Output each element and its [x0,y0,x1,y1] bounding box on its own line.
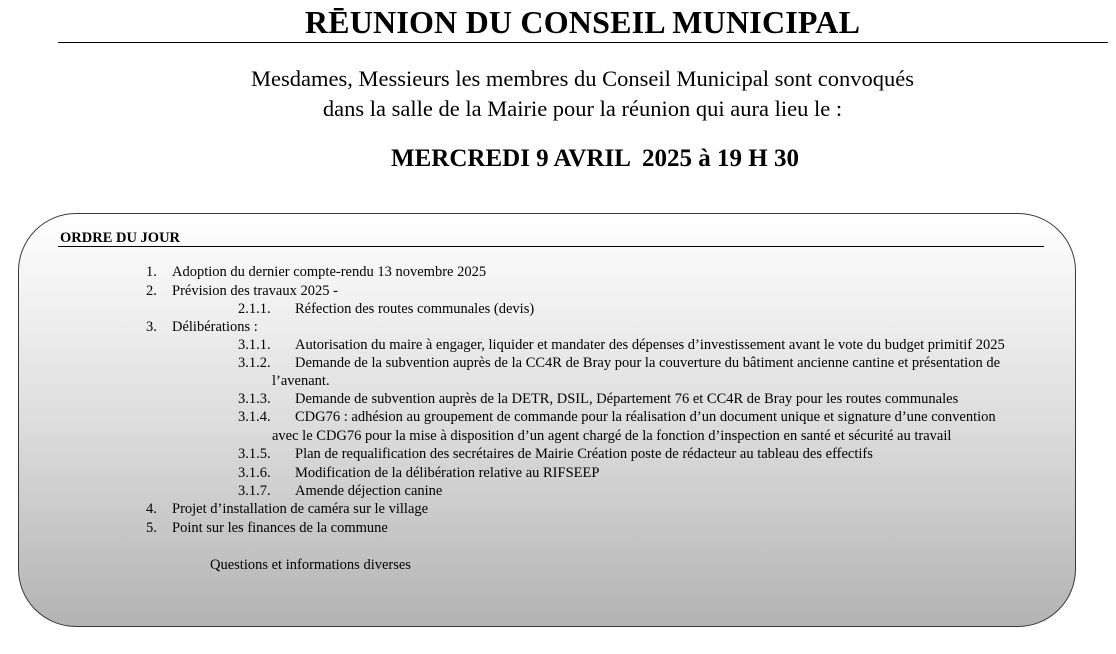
agenda-subitem-text: Autorisation du maire à engager, liquider et mandater des dépenses d’investissement avant le vote du budget primitif 2025 [295,337,1005,353]
agenda-subitem-text: Réfection des routes communales (devis) [295,301,535,317]
agenda-item-number: 2. [146,283,157,299]
agenda-subitem-text: Modification de la délibération relative au RIFSEEP [295,465,600,481]
agenda-heading-underline [58,246,1044,247]
meeting-date: MERCREDI 9 AVRIL 2025 à 19 H 30 [391,145,799,172]
agenda-subitem-number: 3.1.4. [238,409,271,425]
agenda-heading: ORDRE DU JOUR [60,230,181,246]
agenda-subitem-number: 3.1.6. [238,465,271,481]
agenda-subitem-number: 3.1.7. [238,483,271,499]
title-underline [58,42,1108,43]
agenda-item-number: 5. [146,520,157,536]
agenda-subitem-number: 3.1.1. [238,337,271,353]
intro-text-line-2: dans la salle de la Mairie pour la réunion qui aura lieu le : [322,96,843,121]
agenda-item-text: Projet d’installation de caméra sur le village [172,501,429,517]
intro-text-line-1: Mesdames, Messieurs les membres du Conseil Municipal sont convoqués [250,66,915,91]
agenda-subitem-continuation: avec le CDG76 pour la mise à disposition d’un agent chargé de la fonction d’inspection en santé et sécurité au travail [272,428,952,444]
page-title: RĒUNION DU CONSEIL MUNICIPAL [304,4,861,40]
agenda-item-number: 4. [146,501,157,517]
agenda-subitem-number: 3.1.3. [238,391,271,407]
agenda-item-text: Point sur les finances de la commune [172,520,388,536]
agenda-subitem-text: Demande de la subvention auprès de la CC4R de Bray pour la couverture du bâtiment ancienne cantine et présentation de [295,355,1001,371]
agenda-subitem-text: CDG76 : adhésion au groupement de commande pour la réalisation d’un document unique et signature d’une convention [295,409,996,425]
agenda-subitem-number: 3.1.5. [238,446,271,462]
agenda-item-text: Prévision des travaux 2025 - [172,283,338,299]
agenda-subitem-text: Demande de subvention auprès de la DETR, DSIL, Département 76 et CC4R de Bray pour les routes communales [295,391,959,407]
agenda-subitem-number: 2.1.1. [238,301,271,317]
agenda-misc: Questions et informations diverses [210,557,411,573]
agenda-subitem-text: Amende déjection canine [295,483,443,499]
agenda-item-text: Délibérations : [172,319,258,335]
agenda-subitem-number: 3.1.2. [238,355,271,371]
agenda-item-number: 3. [146,319,157,335]
agenda-item-number: 1. [146,264,157,280]
agenda-item-text: Adoption du dernier compte-rendu 13 novembre 2025 [172,264,487,280]
agenda-subitem-text: Plan de requalification des secrétaires de Mairie Création poste de rédacteur au tableau des effectifs [295,446,873,462]
agenda-subitem-continuation: l’avenant. [272,373,330,389]
